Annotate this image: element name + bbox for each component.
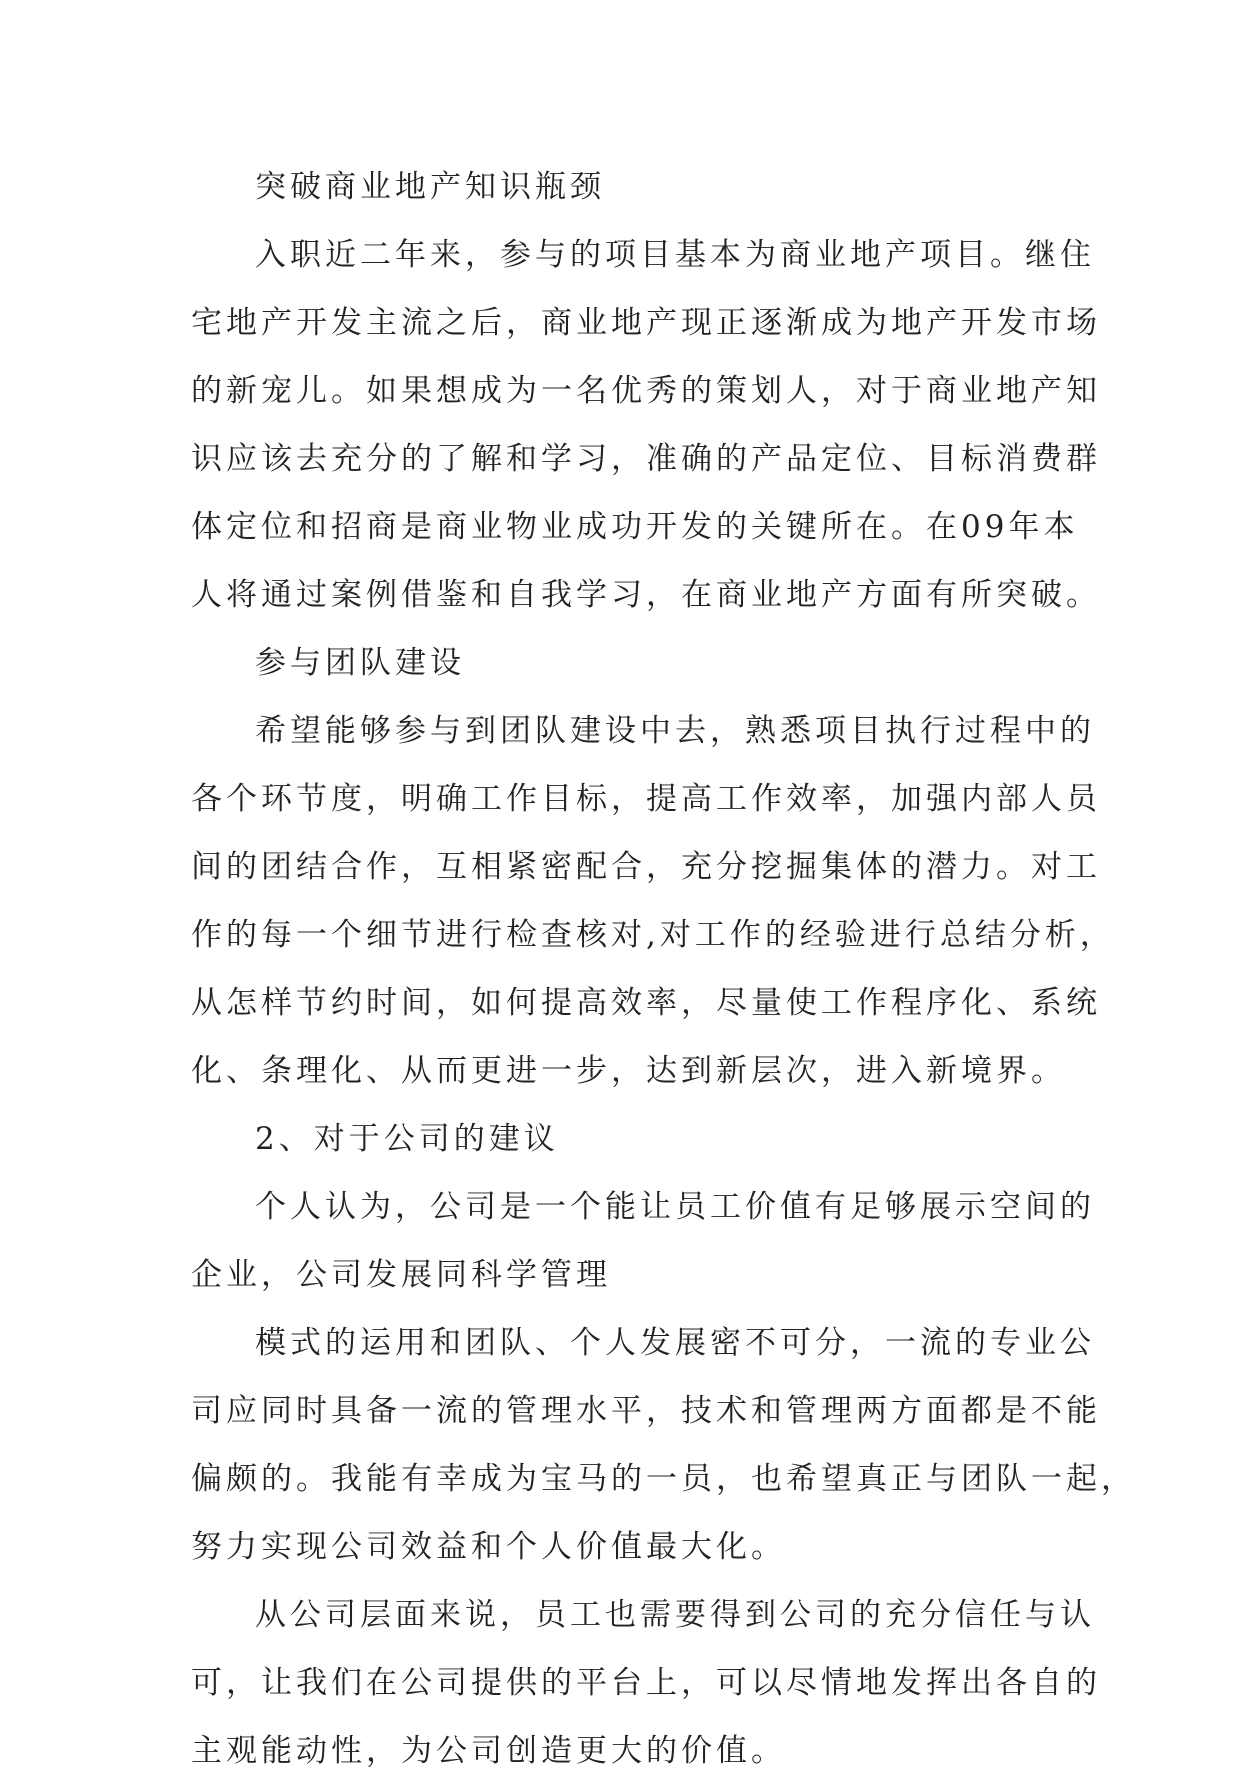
paragraph-line: 努力实现公司效益和个人价值最大化。 [191, 1529, 786, 1565]
paragraph-line: 化、条理化、从而更进一步，达到新层次，进入新境界。 [191, 1053, 1066, 1089]
paragraph-line: 偏颇的。我能有幸成为宝马的一员，也希望真正与团队一起， [191, 1461, 1136, 1497]
paragraph-line: 作的每一个细节进行检查核对,对工作的经验进行总结分析， [191, 917, 1115, 953]
paragraph-line: 可，让我们在公司提供的平台上，可以尽情地发挥出各自的 [191, 1665, 1101, 1701]
paragraph-line: 主观能动性，为公司创造更大的价值。 [191, 1733, 786, 1769]
paragraph-line: 宅地产开发主流之后，商业地产现正逐渐成为地产开发市场 [191, 305, 1101, 341]
paragraph-line: 各个环节度，明确工作目标，提高工作效率，加强内部人员 [191, 781, 1101, 817]
paragraph-line: 个人认为，公司是一个能让员工价值有足够展示空间的 [255, 1189, 1095, 1225]
paragraph-line: 入职近二年来，参与的项目基本为商业地产项目。继住 [255, 237, 1095, 273]
paragraph-line: 体定位和招商是商业物业成功开发的关键所在。在09年本 [191, 509, 1079, 545]
paragraph-line: 从怎样节约时间，如何提高效率，尽量使工作程序化、系统 [191, 985, 1101, 1021]
section-heading: 参与团队建设 [255, 645, 465, 681]
document-body [191, 153, 1136, 1785]
paragraph-line: 希望能够参与到团队建设中去，熟悉项目执行过程中的 [255, 713, 1095, 749]
paragraph-line: 识应该去充分的了解和学习，准确的产品定位、目标消费群 [191, 441, 1101, 477]
section-heading: 2、对于公司的建议 [255, 1121, 559, 1157]
paragraph-line: 模式的运用和团队、个人发展密不可分，一流的专业公 [255, 1325, 1095, 1361]
paragraph-line: 的新宠儿。如果想成为一名优秀的策划人，对于商业地产知 [191, 373, 1101, 409]
paragraph-line: 司应同时具备一流的管理水平，技术和管理两方面都是不能 [191, 1393, 1101, 1429]
section-heading: 突破商业地产知识瓶颈 [255, 169, 605, 205]
paragraph-line: 企业，公司发展同科学管理 [191, 1257, 611, 1293]
paragraph-line: 从公司层面来说，员工也需要得到公司的充分信任与认 [255, 1597, 1095, 1633]
paragraph-line: 人将通过案例借鉴和自我学习，在商业地产方面有所突破。 [191, 577, 1101, 613]
paragraph-line: 间的团结合作，互相紧密配合，充分挖掘集体的潜力。对工 [191, 849, 1101, 885]
